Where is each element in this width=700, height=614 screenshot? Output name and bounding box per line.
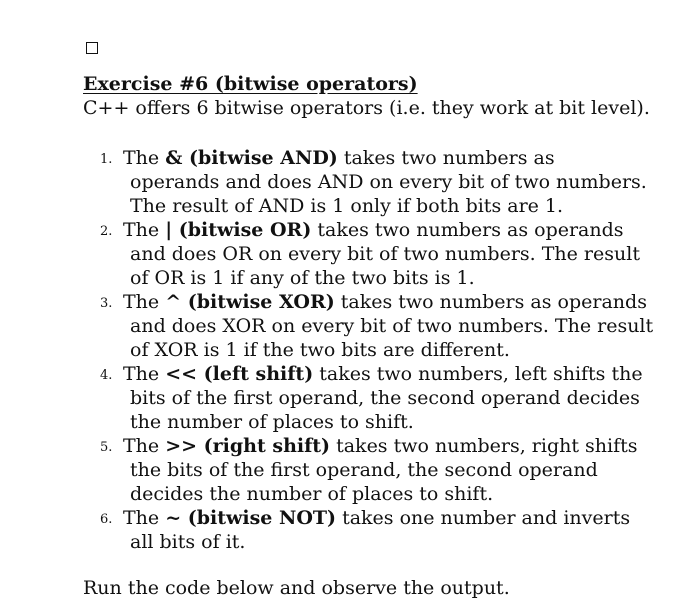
list-number: 6. — [100, 512, 113, 527]
item-line: of XOR is 1 if the two bits are different. — [130, 339, 510, 361]
item-line: decides the number of places to shift. — [130, 483, 494, 505]
operator-list — [100, 146, 654, 554]
intro-text: C++ offers 6 bitwise operators (i.e. they work at bit level). — [83, 97, 650, 119]
list-number: 3. — [100, 296, 113, 311]
list-item — [100, 362, 643, 434]
footer-instruction: Run the code below and observe the output. — [83, 577, 510, 599]
operator-name: | (bitwise OR) — [165, 219, 312, 241]
item-line: operands and does AND on every bit of two numbers. — [130, 171, 647, 193]
list-item — [100, 290, 654, 362]
list-number: 1. — [100, 152, 113, 167]
list-item — [100, 218, 640, 290]
item-line: of OR is 1 if any of the two bits is 1. — [130, 267, 475, 289]
item-first-line: The >> (right shift) takes two numbers, right shifts — [123, 435, 638, 457]
exercise-title: Exercise #6 (bitwise operators) — [83, 73, 418, 95]
item-line: bits of the first operand, the second operand decides — [130, 387, 640, 409]
item-first-line: The | (bitwise OR) takes two numbers as operands — [123, 219, 624, 241]
item-line: The result of AND is 1 only if both bits are 1. — [130, 195, 564, 217]
item-line: and does OR on every bit of two numbers. The result — [130, 243, 640, 265]
operator-name: ~ (bitwise NOT) — [165, 507, 337, 529]
list-item — [100, 434, 640, 506]
operator-name: ^ (bitwise XOR) — [165, 291, 335, 313]
item-first-line: The << (left shift) takes two numbers, left shifts the — [123, 363, 643, 385]
item-first-line: The ~ (bitwise NOT) takes one number and inverts — [123, 507, 631, 529]
item-first-line: The & (bitwise AND) takes two numbers as — [123, 147, 555, 169]
list-item — [100, 146, 647, 218]
item-line: the number of places to shift. — [130, 411, 414, 433]
list-item — [100, 506, 640, 554]
list-number: 4. — [100, 368, 113, 383]
item-line: the bits of the first operand, the second operand — [130, 459, 598, 481]
item-first-line: The ^ (bitwise XOR) takes two numbers as operands — [123, 291, 647, 313]
checkbox[interactable] — [86, 42, 98, 54]
operator-name: & (bitwise AND) — [165, 147, 338, 169]
operator-name: << (left shift) — [165, 363, 314, 385]
operator-name: >> (right shift) — [165, 435, 331, 457]
list-number: 5. — [100, 440, 113, 455]
list-number: 2. — [100, 224, 113, 239]
item-line: and does XOR on every bit of two numbers. The result — [130, 315, 654, 337]
item-line: all bits of it. — [130, 531, 246, 553]
